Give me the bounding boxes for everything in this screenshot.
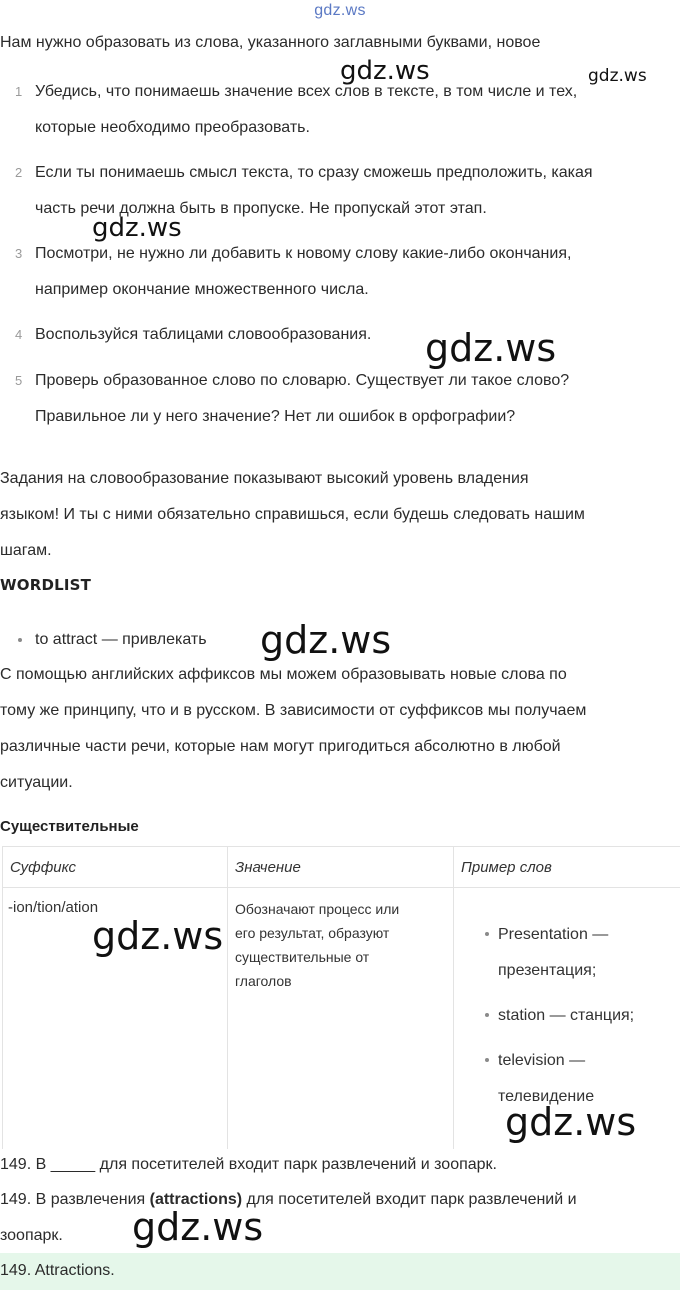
answer-row (0, 1253, 680, 1290)
wordlist-item: to attract — привлекать (35, 631, 207, 648)
step-number: 5 (15, 373, 23, 388)
table-divider (453, 847, 454, 1149)
table-cell-suffix: -ion/tion/ation (8, 899, 99, 916)
example-item: television — телевидение (498, 1052, 595, 1105)
watermark: gdz.ws (92, 213, 182, 243)
example-item: station — станция; (498, 1007, 635, 1024)
intro-text: Нам нужно образовать из слова, указанного заглавными буквами, новое (0, 34, 541, 51)
exercise-solution-cont: зоопарк. (0, 1227, 63, 1244)
table-header-meaning: Значение (235, 859, 301, 876)
bullet-dot (485, 1013, 489, 1017)
exercise-question: 149. В _____ для посетителей входит парк развлечений и зоопарк. (0, 1156, 497, 1173)
paragraph-levels: Задания на словообразование показывают высокий уровень владения языком! И ты с ними обязательно справишься, если будешь следовать нашим шагам. (0, 470, 585, 559)
bullet-dot (485, 932, 489, 936)
header-watermark: gdz.ws (314, 2, 366, 19)
watermark: gdz.ws (588, 66, 647, 86)
step-number: 4 (15, 327, 23, 342)
table-divider (227, 847, 228, 1149)
table-header-suffix: Суффикс (10, 859, 76, 876)
watermark: gdz.ws (92, 914, 224, 958)
wordlist-title: WORDLIST (0, 576, 92, 594)
step-text: Если ты понимаешь смысл текста, то сразу сможешь предположить, какая часть речи должна быть в пропуске. Не пропускай этот этап. (35, 164, 593, 217)
table-header-examples: Пример слов (461, 859, 552, 876)
exercise-solution: 149. В развлечения (attractions) для посетителей входит парк развлечений и (0, 1191, 577, 1208)
example-item: Presentation — презентация; (498, 926, 609, 979)
table-cell-meaning: Обозначают процесс или его результат, образуют существительные от глаголов (235, 901, 400, 989)
bullet-dot (18, 638, 22, 642)
step-number: 1 (15, 84, 23, 99)
step-text: Проверь образованное слово по словарю. Существует ли такое слово? Правильное ли у него значение? Нет ли ошибок в орфографии? (35, 372, 570, 425)
step-number: 2 (15, 165, 23, 180)
step-number: 3 (15, 246, 23, 261)
step-text: Воспользуйся таблицами словообразования. (35, 326, 372, 343)
paragraph-affixes: С помощью английских аффиксов мы можем образовывать новые слова по тому же принципу, что и в русском. В зависимости от суффиксов мы получаем различные части речи, которые нам могут пригодиться абсолютно в любой ситуации. (0, 666, 587, 791)
step-text: Посмотри, не нужно ли добавить к новому слову какие-либо окончания, например окончание множественного числа. (35, 245, 572, 298)
answer-text: 149. Attractions. (0, 1262, 115, 1279)
watermark: gdz.ws (425, 326, 557, 370)
step-text: Убедись, что понимаешь значение всех слов в тексте, в том числе и тех, которые необходимо преобразовать. (35, 83, 578, 136)
section-title-nouns: Существительные (0, 818, 139, 835)
table-header-divider (3, 887, 680, 888)
bullet-dot (485, 1058, 489, 1062)
watermark: gdz.ws (505, 1100, 637, 1144)
watermark: gdz.ws (260, 618, 392, 662)
watermark: gdz.ws (340, 56, 430, 86)
watermark: gdz.ws (132, 1205, 264, 1249)
